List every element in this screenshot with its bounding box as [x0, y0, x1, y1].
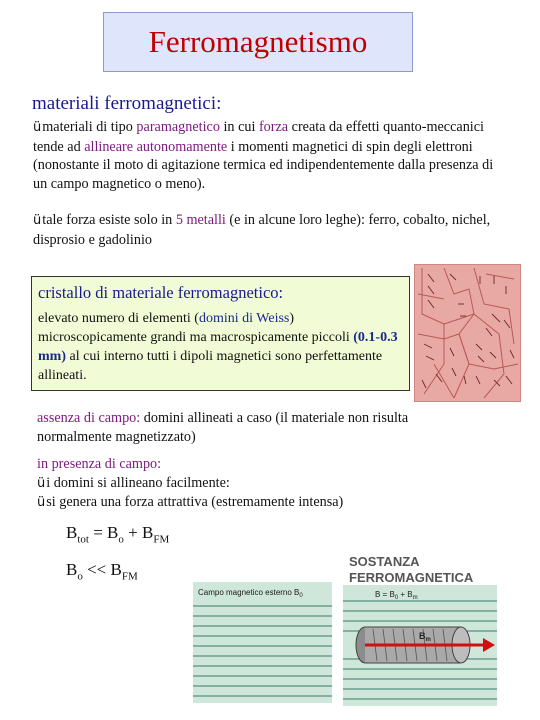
- ferromagnetic-substance-figure: [343, 551, 497, 706]
- equation-btot: $B_{tot} = B_o + B_{FM}$: [66, 523, 170, 546]
- substance-formula: B = B: [375, 590, 395, 599]
- check-icon: ü: [37, 475, 46, 491]
- crystal-box: [31, 276, 410, 391]
- with-field-text: in presenza di campo: üi domini si allineano facilmente: üsi genera una forza attrattiva (estremamente intensa): [37, 456, 344, 510]
- materials-heading: materiali ferromagnetici:: [32, 93, 222, 114]
- substance-title-2: FERROMAGNETICA: [349, 570, 474, 585]
- check-icon: ü: [33, 213, 42, 228]
- bullet-five-metals: ütale forza esiste solo in 5 metalli (e in alcune loro leghe): ferro, cobalto, nichel, disprosio e gadolinio: [33, 212, 491, 248]
- title-box: [103, 12, 413, 72]
- svg-text:Bm: $B_m$: [419, 631, 431, 643]
- check-icon: ü: [37, 495, 46, 510]
- crystal-box-body: elevato numero di elementi (domini di Weiss) microscopicamente grandi ma macrospicamente piccoli (0.1-0.3 mm) al cui interno tutti i dipoli magnetici sono perfettamente allineati.: [38, 311, 398, 383]
- substance-title-1: SOSTANZA: [349, 554, 420, 569]
- svg-text:B = B0 + Bm: $B = B_0 + B_m$: [375, 590, 418, 601]
- svg-text:Campo magnetico esterno B0: Campo magnetico esterno $B_0$: [198, 588, 303, 599]
- bullet-paramagnetic: ümateriali di tipo paramagnetico in cui forza creata da effetti quanto-meccanici tende ad allineare autonomamente i momenti magnetici di spin degli elettroni (nonostante il moto di agitazione termica ed indipendentemente dalla presenza di un campo magnetico o meno).: [33, 119, 494, 192]
- weiss-domains-illustration: [414, 264, 521, 402]
- page-title: Ferromagnetismo: [148, 24, 368, 59]
- external-field-label: Campo magnetico esterno B: [198, 588, 300, 597]
- no-field-text: assenza di campo: domini allineati a caso (il materiale non risulta normalmente magnetizzato): [37, 410, 409, 445]
- equation-b0-ll-bfm: $B_o << B_{FM}$: [66, 560, 138, 583]
- bm-label: B: [419, 631, 426, 641]
- external-field-figure: [193, 582, 332, 703]
- check-icon: ü: [33, 120, 42, 135]
- crystal-box-title: cristallo di materiale ferromagnetico:: [38, 283, 284, 302]
